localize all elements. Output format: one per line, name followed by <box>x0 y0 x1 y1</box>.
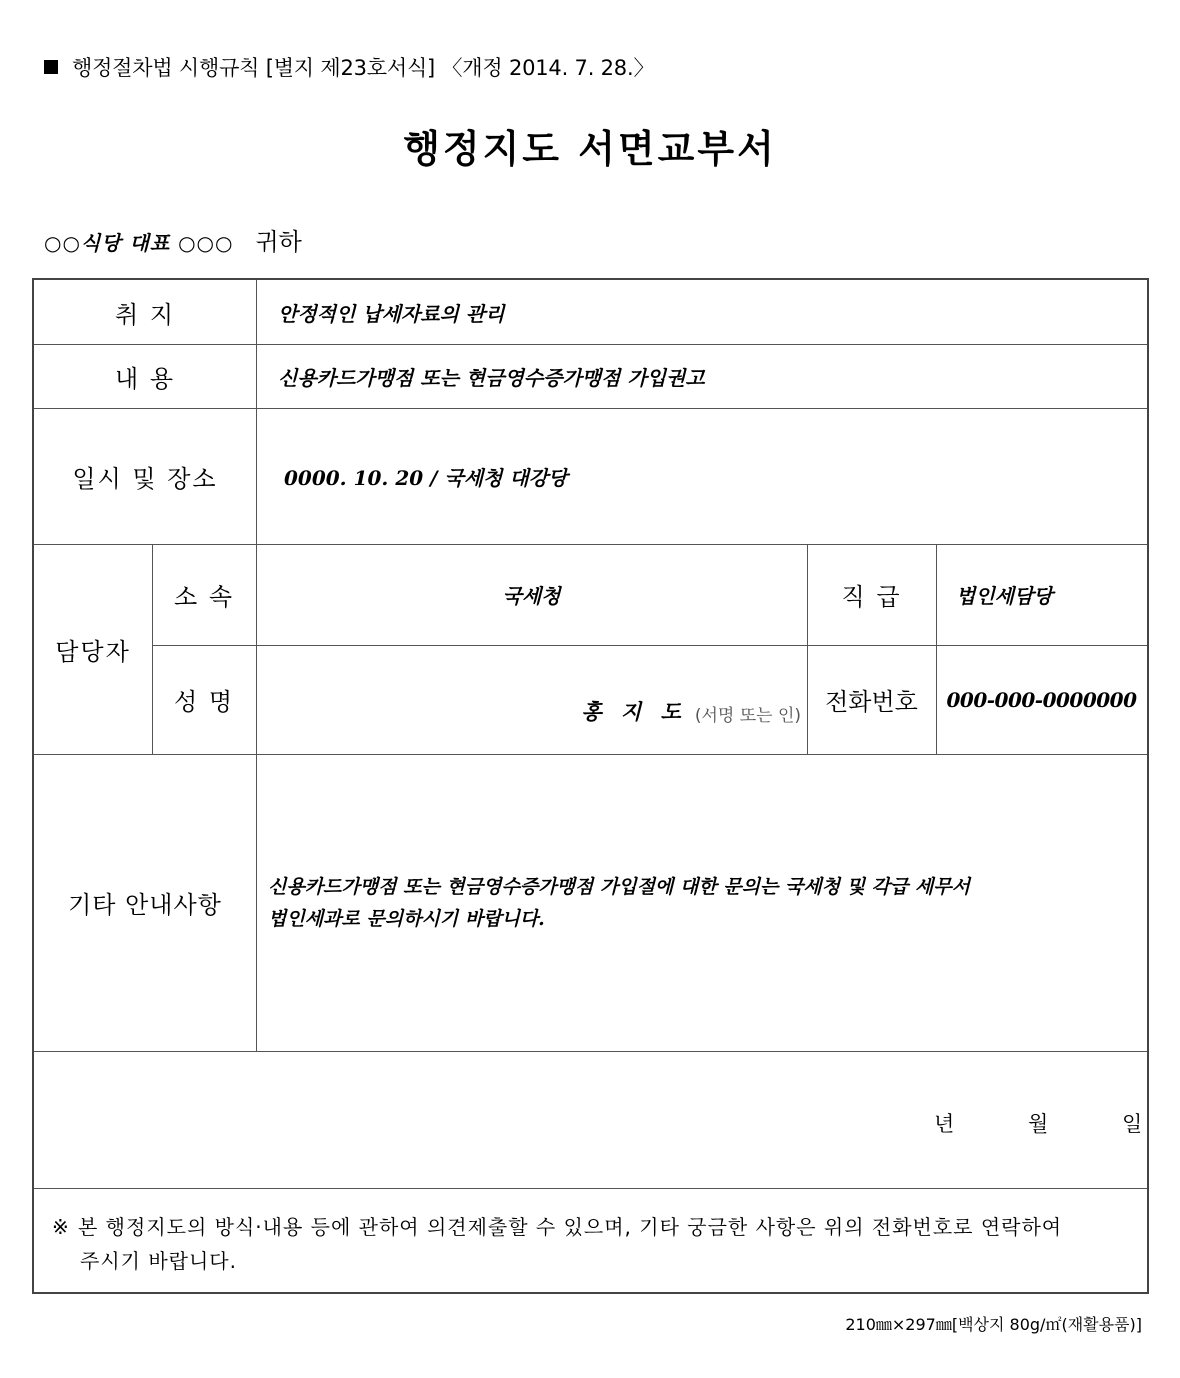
other-value[interactable] <box>268 754 1143 1051</box>
recipient-line <box>44 222 302 257</box>
rank-value[interactable]: 법인세담당 <box>956 584 1053 608</box>
sign-hint: (서명 또는 인) <box>694 706 801 726</box>
name-label: 성 명 <box>174 688 234 716</box>
phone-label: 전화번호 <box>825 688 918 716</box>
phone-value[interactable]: 000-000-0000000 <box>946 687 1137 712</box>
other-line-1: 신용카드가맹점 또는 현금영수증가맹점 가입절에 대한 문의는 국세청 및 각급 세무서 <box>268 875 970 898</box>
row-divider <box>34 1051 1147 1052</box>
notice-mark: ※ <box>52 1215 70 1239</box>
page-title: 행정지도 서면교부서 <box>403 127 777 171</box>
recipient-honorific: 귀하 <box>255 228 302 256</box>
content-label: 내 용 <box>115 364 175 393</box>
rank-label: 직 급 <box>841 583 902 611</box>
other-line-2: 법인세과로 문의하시기 바랍니다. <box>268 907 545 930</box>
other-label: 기타 안내사항 <box>68 891 222 919</box>
affiliation-value[interactable]: 국세청 <box>502 584 561 608</box>
date-year: 년 <box>934 1112 955 1136</box>
officer-label: 담당자 <box>55 637 131 666</box>
purpose-value[interactable]: 안정적인 납세자료의 관리 <box>278 301 505 326</box>
recipient-name: ○○식당 대표 ○○○ <box>44 231 234 255</box>
form-header-text: 행정절차법 시행규칙 [별지 제23호서식] 〈개정 2014. 7. 28.〉 <box>72 56 655 80</box>
name-value[interactable]: 홍 지 도 <box>581 699 687 724</box>
form-table <box>32 278 1149 1294</box>
date-day: 일 <box>1122 1112 1143 1136</box>
notice <box>52 1210 1142 1278</box>
purpose-label: 취 지 <box>115 300 175 329</box>
row-divider <box>34 1188 1147 1189</box>
name-cell <box>256 645 801 754</box>
notice-line-2: 주시기 바랍니다. <box>80 1249 237 1273</box>
datetime-label: 일시 및 장소 <box>72 464 218 493</box>
paper-spec: 210㎜×297㎜[백상지 80g/㎡(재활용품)] <box>845 1315 1142 1334</box>
notice-line-1: 본 행정지도의 방식·내용 등에 관하여 의견제출할 수 있으며, 기타 궁금한 사항은 위의 전화번호로 연락하여 <box>78 1215 1063 1239</box>
affiliation-label: 소 속 <box>174 583 234 611</box>
date-month: 월 <box>1028 1112 1049 1136</box>
form-header <box>44 52 654 82</box>
datetime-value[interactable]: 0000. 10. 20 / 국세청 대강당 <box>284 465 568 490</box>
square-bullet-icon <box>44 60 58 74</box>
content-value[interactable]: 신용카드가맹점 또는 현금영수증가맹점 가입권고 <box>278 365 705 390</box>
